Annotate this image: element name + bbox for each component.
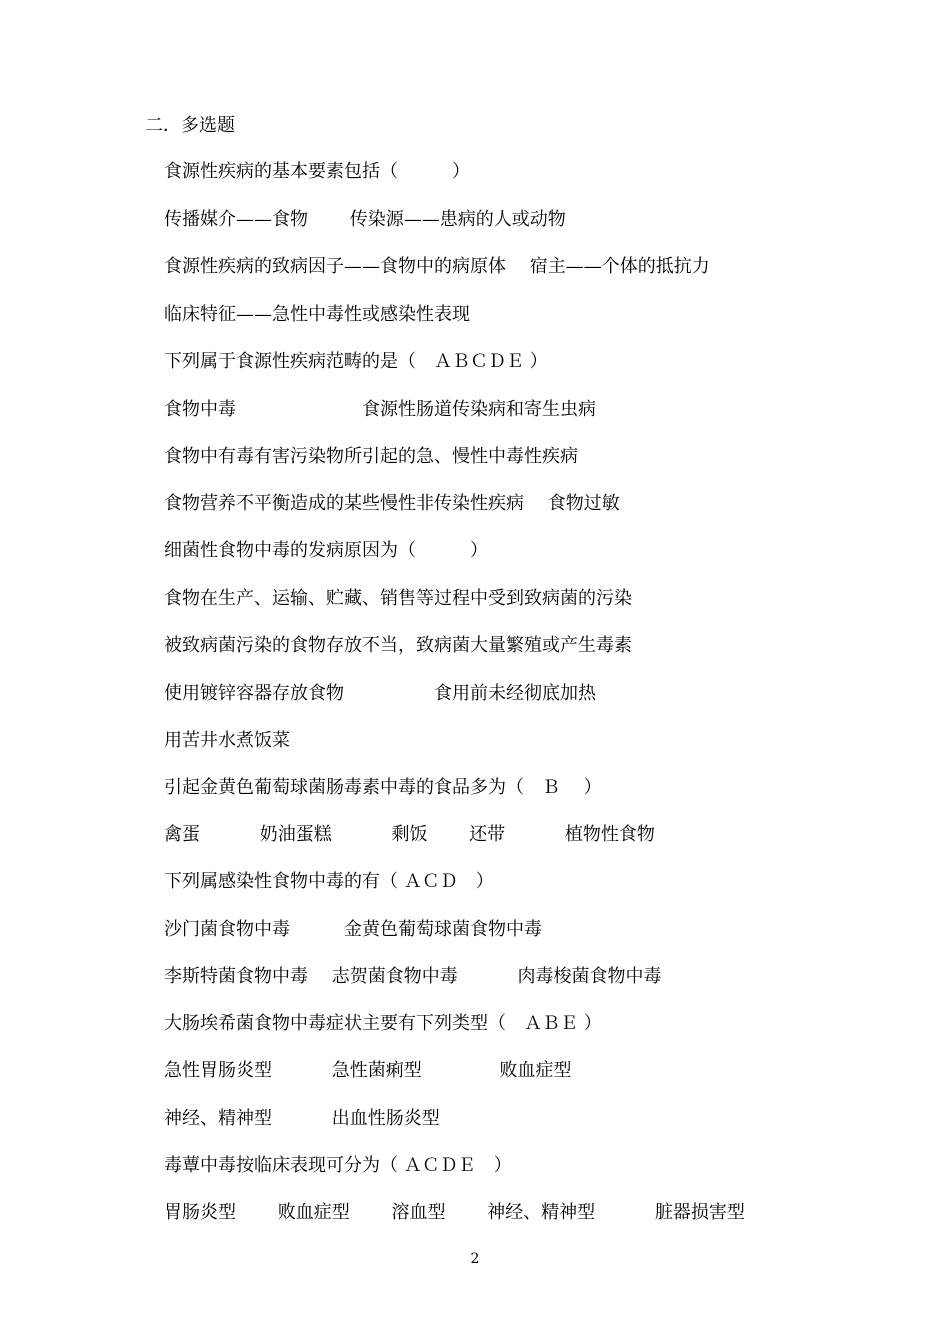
question-3: 细菌性食物中毒的发病原因为（ ） xyxy=(164,540,488,561)
option-line: 神经、精神型 出血性肠炎型 xyxy=(164,1108,440,1129)
page-number: 2 xyxy=(470,1251,480,1267)
question-6: 大肠埃希菌食物中毒症状主要有下列类型（ ＡＢＥ ） xyxy=(164,1013,602,1034)
option-line: 食物中有毒有害污染物所引起的急、慢性中毒性疾病 xyxy=(164,446,578,467)
option-line: 食物营养不平衡造成的某些慢性非传染性疾病 食物过敏 xyxy=(164,493,620,514)
option-line: 禽蛋 奶油蛋糕 剩饭 还带 植物性食物 xyxy=(164,824,655,845)
option-line: 李斯特菌食物中毒 志贺菌食物中毒 肉毒梭菌食物中毒 xyxy=(164,966,662,987)
question-4: 引起金黄色葡萄球菌肠毒素中毒的食品多为（ Ｂ ） xyxy=(164,777,602,798)
option-line: 食物在生产、运输、贮藏、销售等过程中受到致病菌的污染 xyxy=(164,588,632,609)
section-heading: 二．多选题 xyxy=(145,115,235,136)
option-line: 沙门菌食物中毒 金黄色葡萄球菌食物中毒 xyxy=(164,919,542,940)
question-7: 毒蕈中毒按临床表现可分为（ ＡＣＤＥ ） xyxy=(164,1155,512,1176)
question-2: 下列属于食源性疾病范畴的是（ ＡＢＣＤＥ ） xyxy=(164,351,548,372)
option-line: 食源性疾病的致病因子——食物中的病原体 宿主——个体的抵抗力 xyxy=(164,256,710,277)
question-1: 食源性疾病的基本要素包括（ ） xyxy=(164,161,470,182)
option-line: 急性胃肠炎型 急性菌痢型 败血症型 xyxy=(164,1060,572,1081)
question-5: 下列属感染性食物中毒的有（ ＡＣＤ ） xyxy=(164,871,494,892)
option-line: 传播媒介——食物 传染源——患病的人或动物 xyxy=(164,209,566,230)
option-line: 被致病菌污染的食物存放不当，致病菌大量繁殖或产生毒素 xyxy=(164,635,632,656)
option-line: 用苦井水煮饭菜 xyxy=(164,730,290,751)
option-line: 使用镀锌容器存放食物 食用前未经彻底加热 xyxy=(164,683,596,704)
option-line: 临床特征——急性中毒性或感染性表现 xyxy=(164,304,470,325)
option-line: 胃肠炎型 败血症型 溶血型 神经、精神型 脏器损害型 xyxy=(164,1202,745,1223)
option-line: 食物中毒 食源性肠道传染病和寄生虫病 xyxy=(164,399,596,420)
